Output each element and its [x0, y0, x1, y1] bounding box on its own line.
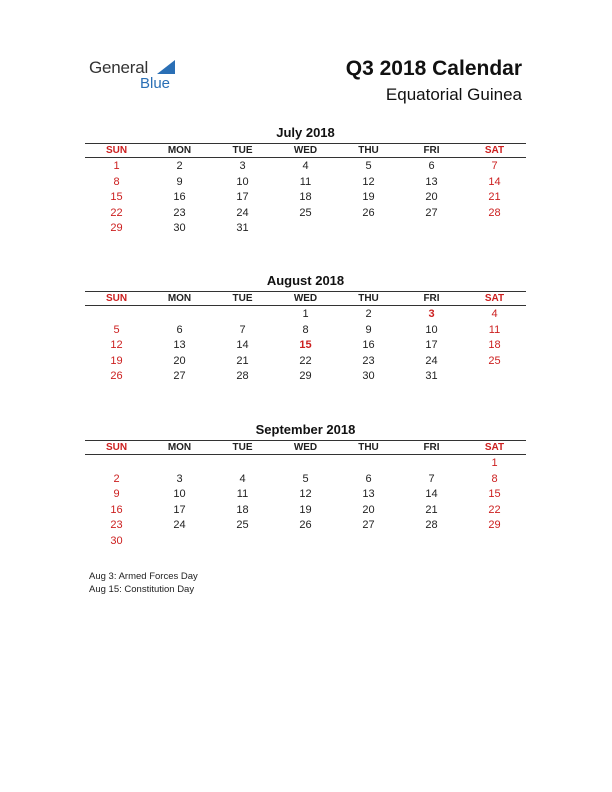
day-cell: 14: [488, 175, 501, 188]
day-cell: 30: [362, 370, 375, 382]
day-cell: 23: [362, 354, 375, 367]
weekday-label-thu: THU: [358, 293, 379, 304]
day-cell: 1: [302, 308, 309, 320]
day-cell: 3: [239, 160, 246, 172]
empty-day-cell: [337, 456, 400, 472]
day-cell: 9: [176, 175, 183, 188]
day-cell: 26: [299, 519, 312, 531]
weekday-label-fri: FRI: [423, 293, 440, 304]
day-cell: 11: [299, 175, 312, 188]
day-cell: 7: [428, 472, 435, 485]
empty-day-cell: [463, 221, 526, 237]
page-subtitle: Equatorial Guinea: [385, 85, 522, 104]
day-cell: 19: [362, 191, 375, 203]
day-cell: 6: [428, 160, 435, 172]
day-cell: 5: [365, 160, 372, 172]
empty-day-cell: [274, 456, 337, 472]
day-cell: 3: [176, 472, 183, 485]
day-cell: 27: [362, 519, 375, 531]
weekday-label-sun: SUN: [105, 293, 128, 304]
day-cell: 8: [491, 472, 498, 485]
day-cell: 19: [110, 354, 123, 367]
day-cell: 10: [173, 488, 186, 500]
month-title: September 2018: [255, 422, 356, 437]
day-cell: 16: [173, 191, 186, 203]
day-cell: 12: [110, 339, 123, 351]
empty-day-cell: [274, 534, 337, 550]
empty-day-cell: [211, 456, 274, 472]
day-cell: 18: [299, 191, 312, 203]
day-cell: 24: [425, 354, 438, 367]
empty-day-cell: [211, 534, 274, 550]
day-cell: 8: [113, 175, 120, 188]
weekday-label-mon: MON: [167, 145, 192, 156]
day-cell: 17: [425, 339, 438, 351]
holiday-note: Aug 3: Armed Forces Day: [89, 571, 198, 582]
month-title: July 2018: [276, 125, 335, 140]
day-cell: 13: [362, 488, 375, 500]
weekday-header-row: [85, 440, 526, 455]
day-cell: 5: [113, 323, 120, 336]
day-cell: 6: [176, 323, 183, 336]
empty-day-cell: [148, 307, 211, 323]
weekday-label-fri: FRI: [423, 145, 440, 156]
weekday-header-row: [85, 143, 526, 158]
day-cell: 9: [365, 323, 372, 336]
empty-day-cell: [274, 221, 337, 237]
day-cell: 16: [110, 503, 123, 516]
day-cell: 21: [425, 503, 438, 516]
weekday-label-sat: SAT: [484, 293, 505, 304]
day-cell: 15: [488, 488, 501, 500]
weekday-label-wed: WED: [293, 145, 318, 156]
day-cell: 7: [239, 323, 246, 336]
day-cell: 25: [299, 206, 312, 219]
day-cell: 27: [425, 206, 438, 219]
month-block-august: [85, 273, 526, 385]
day-cell: 1: [491, 457, 498, 469]
logo-triangle-icon: [157, 60, 175, 74]
day-cell: 29: [488, 519, 501, 531]
day-cell: 10: [425, 323, 438, 336]
holiday-note: Aug 15: Constitution Day: [89, 584, 195, 595]
weekday-label-sun: SUN: [105, 442, 128, 453]
logo-general-text: General: [89, 58, 149, 77]
holiday-notes: [89, 570, 198, 596]
weekday-header-row: [85, 291, 526, 306]
day-cell: 22: [110, 206, 123, 219]
empty-day-cell: [85, 307, 148, 323]
month-block-september: [85, 422, 526, 549]
day-cell: 24: [173, 519, 186, 531]
day-cell: 17: [236, 191, 249, 203]
day-cell: 28: [236, 370, 249, 382]
day-cell: 19: [299, 503, 312, 516]
day-cell: 25: [488, 354, 501, 367]
day-cell: 6: [365, 472, 372, 485]
empty-day-cell: [463, 534, 526, 550]
day-cell: 17: [173, 503, 186, 516]
weekday-label-sun: SUN: [105, 145, 128, 156]
day-cell: 11: [488, 323, 501, 336]
empty-day-cell: [400, 534, 463, 550]
day-cell: 13: [173, 339, 186, 351]
day-cell: 13: [425, 175, 438, 188]
holiday-day-cell: 3: [428, 308, 435, 320]
day-cell: 10: [236, 175, 249, 188]
day-cell: 29: [110, 222, 123, 234]
day-cell: 26: [110, 370, 123, 382]
day-cell: 9: [113, 488, 120, 500]
weekday-label-sat: SAT: [484, 442, 505, 453]
empty-day-cell: [400, 221, 463, 237]
day-cell: 16: [362, 339, 375, 351]
empty-day-cell: [463, 369, 526, 385]
day-cell: 21: [488, 191, 501, 203]
weekday-label-mon: MON: [167, 293, 192, 304]
day-cell: 11: [236, 488, 249, 500]
day-cell: 14: [425, 488, 438, 500]
page-title: Q3 2018 Calendar: [345, 57, 522, 80]
day-cell: 18: [488, 339, 501, 351]
day-cell: 23: [173, 206, 186, 219]
day-grid: [85, 455, 526, 549]
day-cell: 23: [110, 519, 123, 531]
weekday-label-tue: TUE: [232, 145, 253, 156]
day-cell: 2: [113, 472, 120, 485]
weekday-label-mon: MON: [167, 442, 192, 453]
empty-day-cell: [400, 456, 463, 472]
day-cell: 29: [299, 370, 312, 382]
empty-day-cell: [337, 534, 400, 550]
day-cell: 2: [176, 160, 183, 172]
day-cell: 12: [299, 488, 312, 500]
day-cell: 2: [365, 308, 372, 320]
weekday-label-tue: TUE: [232, 293, 253, 304]
day-grid: [85, 158, 526, 237]
empty-day-cell: [211, 307, 274, 323]
day-cell: 1: [113, 160, 120, 172]
weekday-label-wed: WED: [293, 293, 318, 304]
empty-day-cell: [148, 534, 211, 550]
day-cell: 30: [173, 222, 186, 234]
day-cell: 31: [425, 370, 438, 382]
weekday-label-thu: THU: [358, 442, 379, 453]
day-cell: 4: [491, 308, 498, 320]
day-cell: 28: [425, 519, 438, 531]
day-cell: 20: [173, 354, 186, 367]
day-cell: 28: [488, 206, 501, 219]
weekday-label-thu: THU: [358, 145, 379, 156]
logo-blue-text: Blue: [140, 75, 171, 92]
weekday-label-wed: WED: [293, 442, 318, 453]
weekday-label-fri: FRI: [423, 442, 440, 453]
day-cell: 20: [425, 191, 438, 203]
day-cell: 27: [173, 370, 186, 382]
day-cell: 22: [299, 354, 312, 367]
empty-day-cell: [85, 456, 148, 472]
empty-day-cell: [148, 456, 211, 472]
month-title: August 2018: [266, 273, 345, 288]
day-cell: 21: [236, 354, 249, 367]
day-cell: 26: [362, 206, 375, 219]
day-cell: 18: [236, 503, 249, 516]
day-cell: 8: [302, 323, 309, 336]
weekday-label-tue: TUE: [232, 442, 253, 453]
day-cell: 24: [236, 206, 249, 219]
holiday-day-cell: 15: [299, 339, 312, 351]
month-block-july: [85, 125, 526, 237]
day-cell: 5: [302, 472, 309, 485]
day-cell: 7: [491, 160, 498, 172]
day-cell: 22: [488, 503, 501, 516]
day-cell: 12: [362, 175, 375, 188]
day-cell: 4: [239, 472, 246, 485]
day-cell: 4: [302, 160, 309, 172]
weekday-label-sat: SAT: [484, 145, 505, 156]
day-cell: 30: [110, 534, 123, 547]
day-cell: 20: [362, 503, 375, 516]
day-cell: 31: [236, 222, 249, 234]
general-blue-logo: [89, 56, 189, 96]
empty-day-cell: [337, 221, 400, 237]
day-cell: 14: [236, 339, 249, 351]
day-grid: [85, 306, 526, 385]
day-cell: 25: [236, 519, 249, 531]
day-cell: 15: [110, 191, 123, 203]
